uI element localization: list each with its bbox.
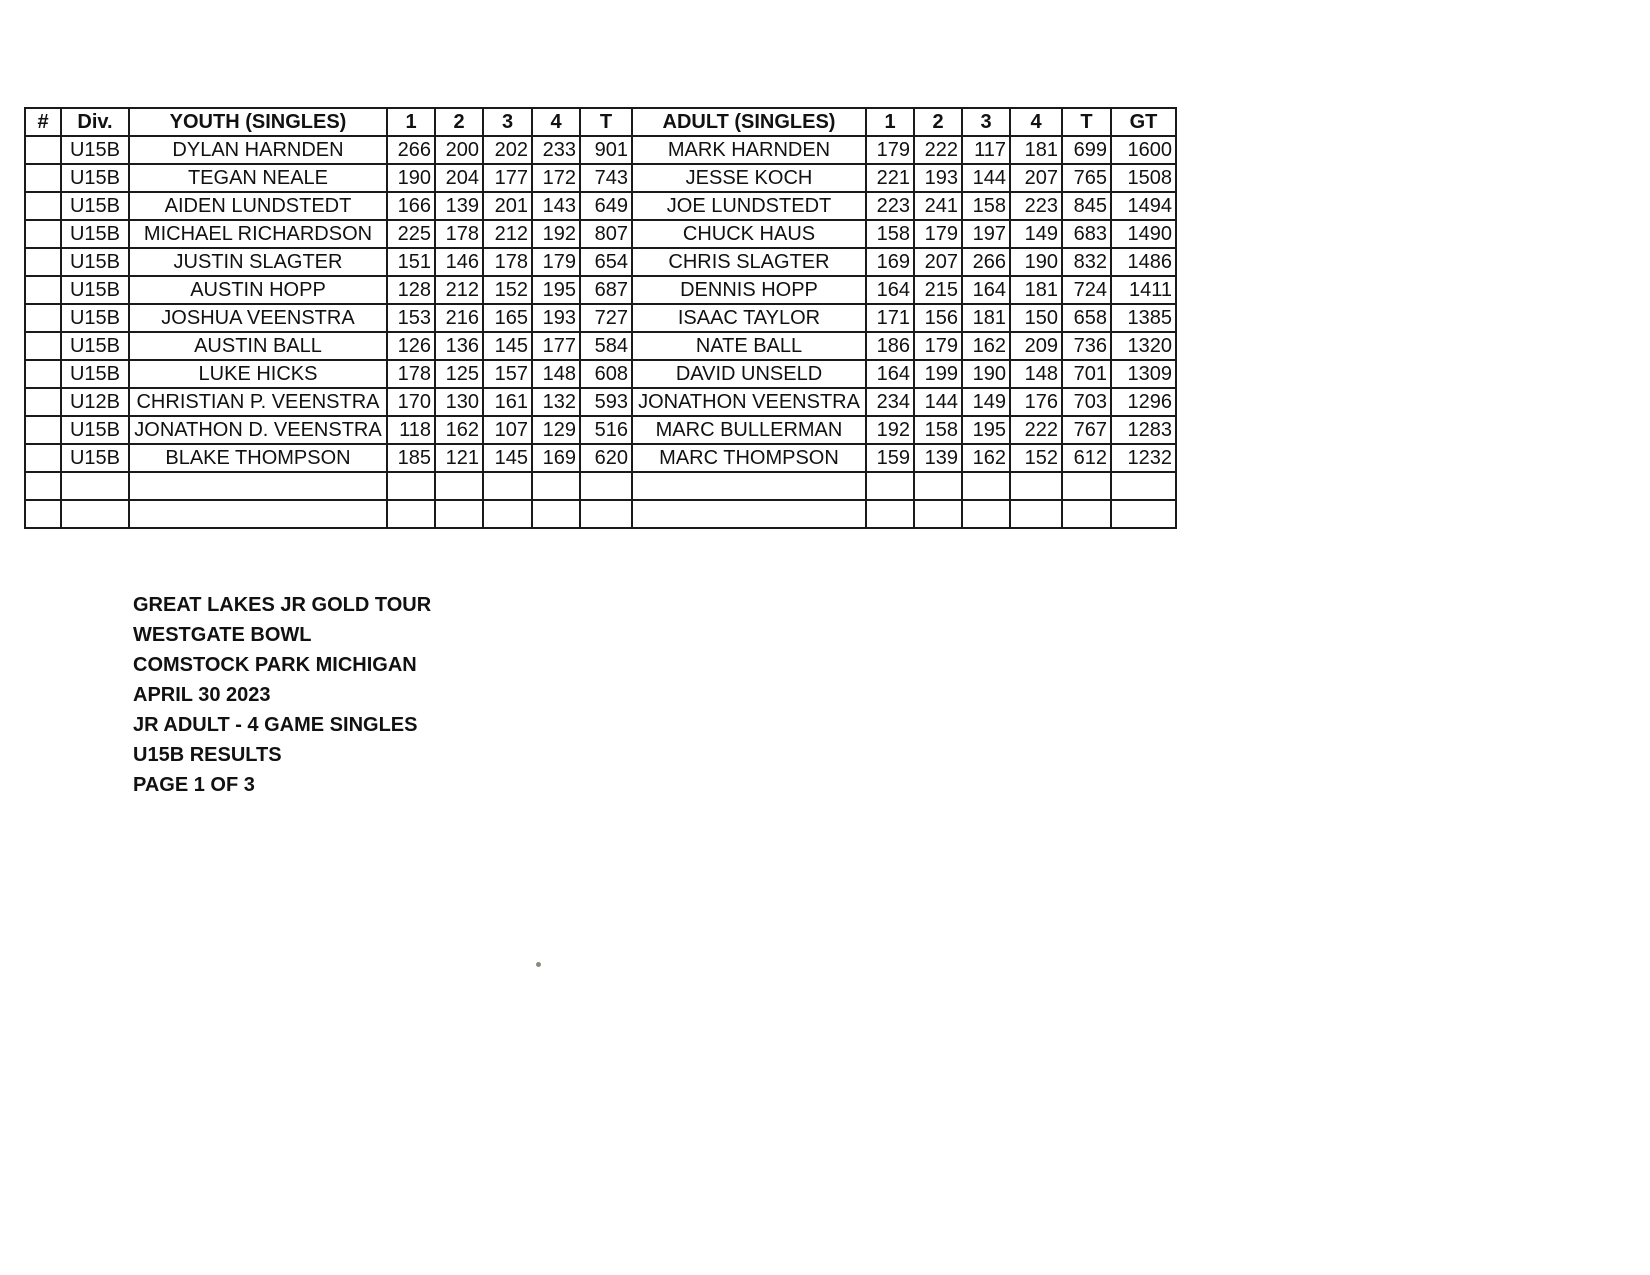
cell-youth-total: 584 [580,332,632,360]
cell-adult-game-1: 169 [866,248,914,276]
cell-adult-total: 832 [1062,248,1111,276]
header-adult-game-1: 1 [866,108,914,136]
cell-adult-name: MARC THOMPSON [632,444,866,472]
cell-youth-game-1: 153 [387,304,435,332]
event-venue: WESTGATE BOWL [133,624,312,646]
cell-youth-game-2: 178 [435,220,483,248]
cell-adult-game-4: 209 [1010,332,1062,360]
cell-division: U15B [61,416,129,444]
cell-division: U15B [61,444,129,472]
cell-division: U15B [61,332,129,360]
cell-youth-game-3: 157 [483,360,532,388]
table-row [25,248,1176,276]
cell-youth-game-3: 152 [483,276,532,304]
cell-youth-total: 727 [580,304,632,332]
header-youth-game-1: 1 [387,108,435,136]
cell-youth-game-3: 145 [483,332,532,360]
header-adult-name: ADULT (SINGLES) [632,108,866,136]
cell-youth-game-1: 128 [387,276,435,304]
cell-adult-game-4: 181 [1010,136,1062,164]
cell-adult-game-4: 190 [1010,248,1062,276]
cell-youth-game-1: 178 [387,360,435,388]
cell-grand-total: 1385 [1111,304,1176,332]
cell-youth-name [129,472,387,500]
cell-adult-game-2: 158 [914,416,962,444]
cell-grand-total: 1508 [1111,164,1176,192]
cell-adult-name: MARK HARNDEN [632,136,866,164]
cell-youth-game-4: 192 [532,220,580,248]
cell-youth-game-2 [435,500,483,528]
cell-adult-game-1 [866,500,914,528]
cell-grand-total: 1283 [1111,416,1176,444]
cell-youth-game-3: 145 [483,444,532,472]
cell-adult-game-3: 195 [962,416,1010,444]
cell-grand-total: 1411 [1111,276,1176,304]
header-youth-game-2: 2 [435,108,483,136]
table-row [25,304,1176,332]
cell-youth-game-4: 177 [532,332,580,360]
cell-youth-game-2 [435,472,483,500]
cell-adult-game-3: 164 [962,276,1010,304]
cell-youth-total: 593 [580,388,632,416]
cell-division: U15B [61,276,129,304]
cell-adult-game-3: 144 [962,164,1010,192]
cell-adult-game-1: 158 [866,220,914,248]
cell-adult-game-2: 215 [914,276,962,304]
cell-youth-game-3: 212 [483,220,532,248]
cell-rank [25,136,61,164]
cell-division: U15B [61,248,129,276]
cell-grand-total: 1232 [1111,444,1176,472]
cell-adult-game-3: 266 [962,248,1010,276]
cell-adult-total [1062,472,1111,500]
cell-youth-name: JOSHUA VEENSTRA [129,304,387,332]
cell-adult-game-4: 150 [1010,304,1062,332]
cell-youth-game-4: 193 [532,304,580,332]
cell-adult-total: 699 [1062,136,1111,164]
cell-adult-game-4: 223 [1010,192,1062,220]
header-rank: # [25,108,61,136]
results-body [25,136,1176,528]
cell-adult-name: CHRIS SLAGTER [632,248,866,276]
cell-rank [25,444,61,472]
event-info [133,590,431,800]
cell-youth-total: 516 [580,416,632,444]
cell-youth-game-1 [387,472,435,500]
header-grand-total: GT [1111,108,1176,136]
cell-youth-game-2: 162 [435,416,483,444]
cell-adult-total: 683 [1062,220,1111,248]
cell-grand-total: 1296 [1111,388,1176,416]
cell-adult-total: 701 [1062,360,1111,388]
cell-adult-game-2 [914,472,962,500]
cell-adult-total: 612 [1062,444,1111,472]
cell-adult-name: MARC BULLERMAN [632,416,866,444]
cell-youth-name: CHRISTIAN P. VEENSTRA [129,388,387,416]
cell-youth-total [580,472,632,500]
cell-adult-game-3: 162 [962,444,1010,472]
cell-youth-game-2: 216 [435,304,483,332]
cell-youth-game-2: 136 [435,332,483,360]
event-division-results: U15B RESULTS [133,744,282,766]
table-row [25,444,1176,472]
header-youth-total: T [580,108,632,136]
cell-adult-game-3: 197 [962,220,1010,248]
cell-grand-total: 1486 [1111,248,1176,276]
cell-division: U12B [61,388,129,416]
cell-adult-game-1 [866,472,914,500]
cell-youth-total [580,500,632,528]
cell-youth-name: AUSTIN HOPP [129,276,387,304]
cell-division: U15B [61,360,129,388]
table-row [25,500,1176,528]
cell-adult-name: JOE LUNDSTEDT [632,192,866,220]
cell-youth-game-4: 179 [532,248,580,276]
cell-youth-game-1: 190 [387,164,435,192]
cell-youth-game-2: 204 [435,164,483,192]
cell-adult-game-2: 179 [914,332,962,360]
cell-adult-game-1: 186 [866,332,914,360]
cell-youth-game-3: 165 [483,304,532,332]
cell-youth-game-4: 148 [532,360,580,388]
cell-youth-game-4: 233 [532,136,580,164]
cell-adult-game-3: 158 [962,192,1010,220]
cell-adult-game-1: 171 [866,304,914,332]
cell-youth-game-3: 202 [483,136,532,164]
cell-youth-game-4 [532,500,580,528]
cell-adult-total: 658 [1062,304,1111,332]
cell-youth-game-4: 195 [532,276,580,304]
cell-youth-game-4: 143 [532,192,580,220]
cell-youth-name: AIDEN LUNDSTEDT [129,192,387,220]
cell-youth-game-2: 125 [435,360,483,388]
cell-adult-game-4 [1010,472,1062,500]
header-youth-game-3: 3 [483,108,532,136]
cell-rank [25,192,61,220]
table-header-row [25,108,1176,136]
cell-adult-game-4: 207 [1010,164,1062,192]
cell-adult-game-4: 148 [1010,360,1062,388]
cell-division: U15B [61,164,129,192]
cell-youth-game-1: 266 [387,136,435,164]
cell-grand-total: 1490 [1111,220,1176,248]
cell-grand-total: 1309 [1111,360,1176,388]
cell-division [61,472,129,500]
cell-adult-game-1: 159 [866,444,914,472]
cell-youth-total: 608 [580,360,632,388]
cell-youth-name: BLAKE THOMPSON [129,444,387,472]
cell-youth-name: JONATHON D. VEENSTRA [129,416,387,444]
cell-adult-game-4: 149 [1010,220,1062,248]
cell-youth-name: LUKE HICKS [129,360,387,388]
cell-youth-game-4: 129 [532,416,580,444]
cell-division: U15B [61,136,129,164]
header-adult-game-2: 2 [914,108,962,136]
cell-youth-game-4: 169 [532,444,580,472]
cell-youth-game-4 [532,472,580,500]
cell-adult-game-3 [962,500,1010,528]
table-row [25,220,1176,248]
cell-youth-game-4: 132 [532,388,580,416]
cell-adult-name [632,472,866,500]
header-youth-game-4: 4 [532,108,580,136]
cell-youth-game-1: 151 [387,248,435,276]
header-adult-game-3: 3 [962,108,1010,136]
cell-adult-game-4: 176 [1010,388,1062,416]
cell-rank [25,248,61,276]
cell-youth-name: AUSTIN BALL [129,332,387,360]
cell-youth-game-3: 161 [483,388,532,416]
cell-youth-name: MICHAEL RICHARDSON [129,220,387,248]
cell-adult-game-1: 223 [866,192,914,220]
cell-youth-game-3 [483,472,532,500]
cell-adult-total: 703 [1062,388,1111,416]
cell-adult-game-4: 152 [1010,444,1062,472]
cell-grand-total: 1600 [1111,136,1176,164]
cell-rank [25,276,61,304]
cell-adult-game-2: 193 [914,164,962,192]
cell-youth-game-2: 212 [435,276,483,304]
cell-adult-game-2: 207 [914,248,962,276]
cell-rank [25,332,61,360]
cell-adult-name: DENNIS HOPP [632,276,866,304]
cell-rank [25,360,61,388]
cell-adult-total: 845 [1062,192,1111,220]
cell-youth-game-2: 139 [435,192,483,220]
cell-rank [25,304,61,332]
event-format: JR ADULT - 4 GAME SINGLES [133,714,418,736]
header-adult-game-4: 4 [1010,108,1062,136]
cell-adult-game-3: 181 [962,304,1010,332]
cell-youth-game-3: 178 [483,248,532,276]
table-row [25,360,1176,388]
cell-youth-total: 743 [580,164,632,192]
cell-youth-total: 654 [580,248,632,276]
table-row [25,136,1176,164]
cell-division: U15B [61,220,129,248]
cell-adult-game-3: 149 [962,388,1010,416]
cell-rank [25,472,61,500]
cell-adult-game-3 [962,472,1010,500]
cell-adult-total: 767 [1062,416,1111,444]
cell-youth-total: 807 [580,220,632,248]
cell-youth-game-2: 200 [435,136,483,164]
cell-adult-total: 724 [1062,276,1111,304]
cell-youth-total: 687 [580,276,632,304]
cell-adult-name: CHUCK HAUS [632,220,866,248]
cell-youth-game-1 [387,500,435,528]
cell-rank [25,220,61,248]
cell-youth-total: 901 [580,136,632,164]
scan-speck [536,962,541,967]
cell-rank [25,500,61,528]
cell-adult-game-1: 234 [866,388,914,416]
cell-adult-name: DAVID UNSELD [632,360,866,388]
cell-adult-game-1: 192 [866,416,914,444]
cell-division [61,500,129,528]
cell-adult-game-2 [914,500,962,528]
cell-adult-game-4 [1010,500,1062,528]
cell-youth-game-2: 130 [435,388,483,416]
table-row [25,416,1176,444]
cell-adult-game-4: 222 [1010,416,1062,444]
cell-adult-game-2: 156 [914,304,962,332]
cell-youth-game-1: 166 [387,192,435,220]
cell-youth-total: 649 [580,192,632,220]
cell-youth-game-3: 177 [483,164,532,192]
cell-adult-name [632,500,866,528]
table-row [25,192,1176,220]
results-table [24,107,1177,529]
table-row [25,332,1176,360]
cell-adult-game-4: 181 [1010,276,1062,304]
cell-youth-total: 620 [580,444,632,472]
cell-youth-game-3: 201 [483,192,532,220]
cell-adult-game-1: 164 [866,360,914,388]
cell-adult-name: JESSE KOCH [632,164,866,192]
cell-youth-game-2: 121 [435,444,483,472]
cell-adult-total: 765 [1062,164,1111,192]
cell-youth-game-1: 185 [387,444,435,472]
cell-adult-game-2: 139 [914,444,962,472]
cell-youth-game-2: 146 [435,248,483,276]
cell-adult-game-3: 117 [962,136,1010,164]
cell-adult-game-2: 241 [914,192,962,220]
cell-adult-name: JONATHON VEENSTRA [632,388,866,416]
cell-youth-game-4: 172 [532,164,580,192]
cell-youth-game-1: 225 [387,220,435,248]
event-date: APRIL 30 2023 [133,684,271,706]
event-location: COMSTOCK PARK MICHIGAN [133,654,417,676]
cell-adult-game-1: 221 [866,164,914,192]
cell-youth-game-1: 126 [387,332,435,360]
cell-grand-total [1111,472,1176,500]
cell-adult-game-1: 179 [866,136,914,164]
cell-rank [25,388,61,416]
cell-adult-game-1: 164 [866,276,914,304]
header-adult-total: T [1062,108,1111,136]
cell-youth-game-3: 107 [483,416,532,444]
cell-adult-game-2: 199 [914,360,962,388]
cell-adult-name: NATE BALL [632,332,866,360]
cell-grand-total [1111,500,1176,528]
cell-adult-game-2: 179 [914,220,962,248]
cell-youth-game-1: 170 [387,388,435,416]
cell-youth-name: TEGAN NEALE [129,164,387,192]
page-number: PAGE 1 OF 3 [133,774,255,796]
event-tour-name: GREAT LAKES JR GOLD TOUR [133,594,432,616]
cell-adult-game-2: 144 [914,388,962,416]
header-division: Div. [61,108,129,136]
cell-adult-game-3: 162 [962,332,1010,360]
table-row [25,472,1176,500]
table-row [25,388,1176,416]
cell-youth-name: DYLAN HARNDEN [129,136,387,164]
cell-youth-game-1: 118 [387,416,435,444]
cell-division: U15B [61,304,129,332]
cell-grand-total: 1494 [1111,192,1176,220]
cell-adult-total [1062,500,1111,528]
cell-rank [25,164,61,192]
cell-rank [25,416,61,444]
cell-youth-name: JUSTIN SLAGTER [129,248,387,276]
cell-adult-game-2: 222 [914,136,962,164]
table-row [25,164,1176,192]
cell-adult-game-3: 190 [962,360,1010,388]
cell-youth-game-3 [483,500,532,528]
cell-division: U15B [61,192,129,220]
cell-grand-total: 1320 [1111,332,1176,360]
table-row [25,276,1176,304]
cell-youth-name [129,500,387,528]
header-youth-name: YOUTH (SINGLES) [129,108,387,136]
cell-adult-name: ISAAC TAYLOR [632,304,866,332]
cell-adult-total: 736 [1062,332,1111,360]
